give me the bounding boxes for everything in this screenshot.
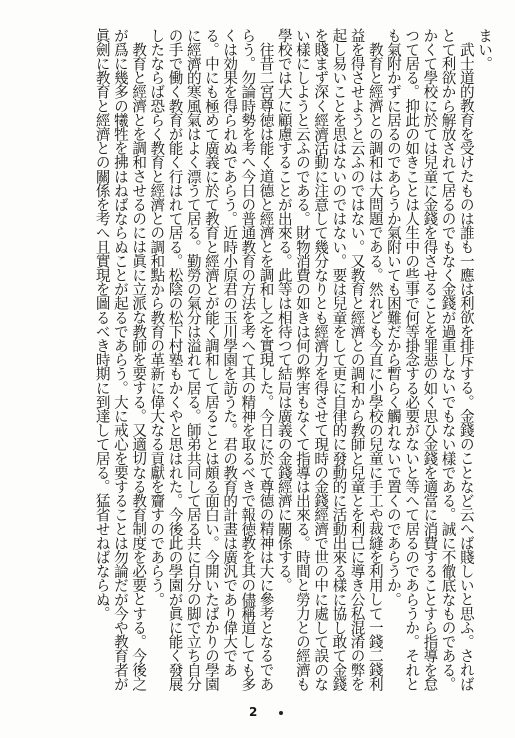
paragraph-4: 往昔二宮尊徳は能く道德と經濟とを調和し之を實現した。今日に於て尊德の精神は大に參考となるであらう。勿論時勢を考へ今日の普通教育の方法を考へて其の精神を取るべきで報徳教を其の儘稱道しても多くは効果を得られぬであらう。近時小原君の玉川學園を訪うた。君の教育的計畫は廣汎であり偉大である。中にも極めて廣義に於て教育と經濟とが能く調和して居ることは頗る面白い。今開いたばかりの學園に經濟的寒風氣はよく漂うて居る。勤勞の氣分は溢れて居る。師弟共同して居る共に自分の脚で立ち自分の手で働く教育が能く行はれて居る。松陰の松下村塾もかくやと思はれた。今後此の學園が眞に能く發展したならば恐らく教育と經濟との調和點から教育の革新に偉大なる貢獻を齎すのであらう。 [148, 28, 275, 691]
page-number: 2 [249, 705, 258, 719]
paragraph-3: 教育と經濟との調和は大問題である。然れども今直に小學校の兒童に手工や裁縫を利用して一錢二錢利益を得させようと云ふのではない。又教育と經濟との調和から教師と兒童とを利己に導き公私混淆の弊を起し易いことを思はないのではない。要は兒童をして更に自律的に發動的に活動出來る樣に協し敢て金錢を賤まず深く經濟活動に注意して幾分なりとも經濟力を得させて現時の金錢經濟で世の中に處して誤のない樣にしようと云ふのである。財物消費の如きは何の弊害もなくて指導は出來る。時間と勞力との經濟も學校では大に顧慮することが出來る。此等は相待つて結局は廣義の金錢經濟に關係する。 [275, 28, 384, 691]
body-text [21, 28, 493, 696]
print-mark [279, 711, 283, 715]
paragraph-2: 武士道的教育を受けたものは誰も一應は利欲を排斥する。金錢のことなど云へば賤しいと思ふ。されば とて利欲から解放されて居るのでもなく金錢が過重しないでもない樣である。誠に不徹底なものである。かくて學校に於ては兒童に金錢を得させることを罪惡の如く思ひ金錢を適當に消費することすら指導を怠つて居る。抑此の如きことは人生中の些事で何等掛念する必要がないと等へて居るのであらうか。それとも氣附かずに居るのであらうか氣附いても困難だから暫らく觸れないで置くのであらうか。 [384, 28, 475, 691]
paragraph-5: 教育と經濟とを調和させるのには眞に立派な教師を要する。又適切なる教育制度を必要とする。今後之が爲に幾多の犧牲を拂はねばならぬことが起るであらう。大に戒心を要することは勿論だが今や教育者が眞劍に教育と經濟との關係を考へ且實現を圖るべき時期に到達して居る。猛省せねばならぬ。 [93, 28, 148, 691]
paragraph-1: まい。 [476, 28, 493, 71]
